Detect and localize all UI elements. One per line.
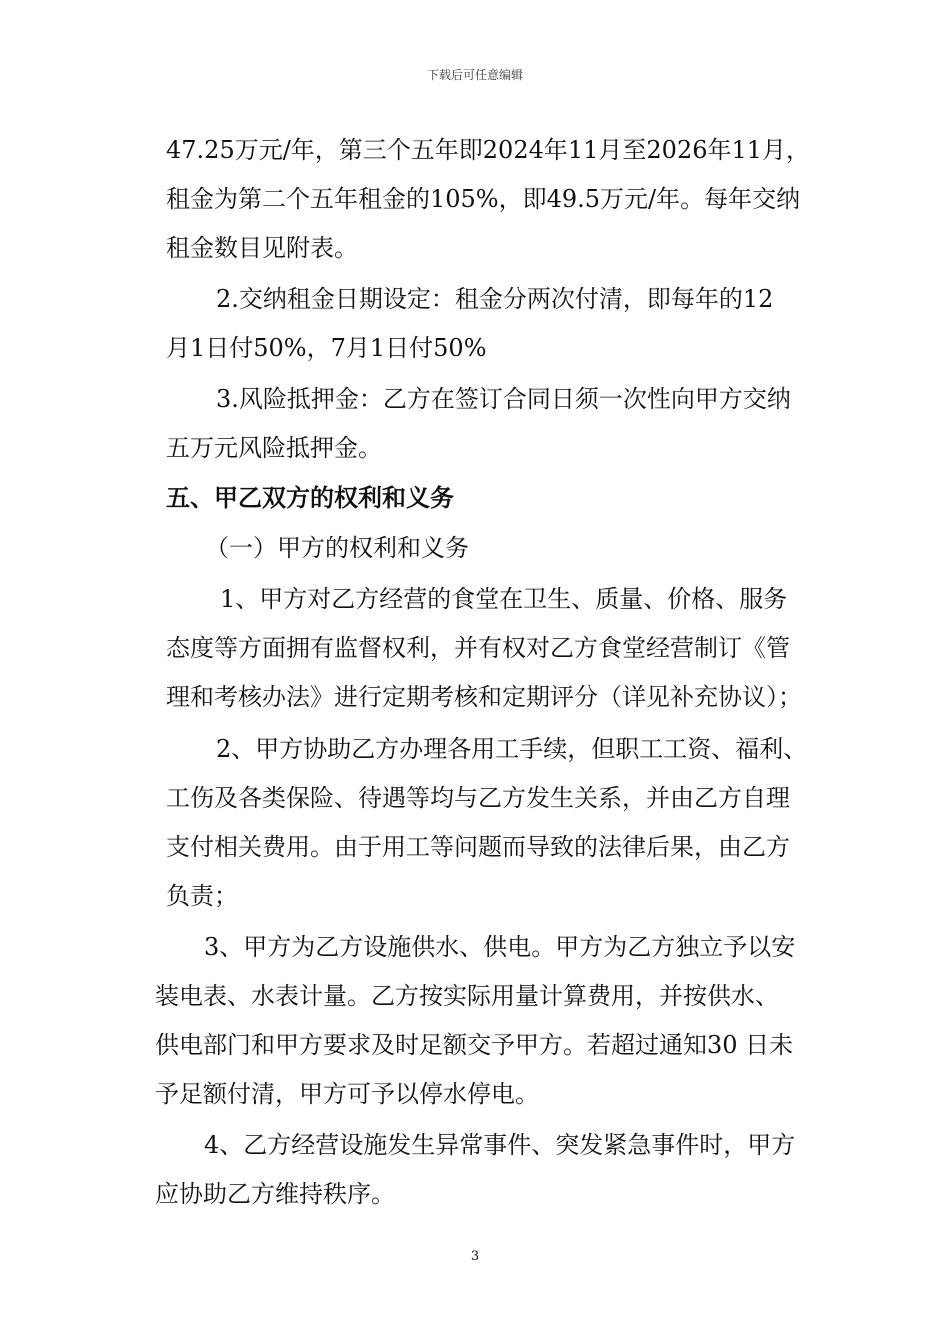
subheading: （一）甲方的权利和义务 xyxy=(205,534,469,562)
paragraph-line: 理和考核办法》进行定期考核和定期评分（详见补充协议）； xyxy=(166,683,802,711)
paragraph-line: 装电表、水表计量。乙方按实际用量计算费用，并按供水、 xyxy=(155,982,779,1010)
page-header: 下载后可任意编辑 xyxy=(426,68,523,82)
paragraph-line: 支付相关费用。由于用工等问题而导致的法律后果，由乙方 xyxy=(166,833,790,861)
paragraph-line: 47.25万元/年，第三个五年即2024年11月至2026年11月， xyxy=(166,136,811,164)
paragraph-line: 月1日付50%，7月1日付50% xyxy=(166,334,487,362)
paragraph-line: 2.交纳租金日期设定：租金分两次付清，即每年的12 xyxy=(216,285,774,313)
section-heading: 五、甲乙双方的权利和义务 xyxy=(166,483,454,512)
paragraph-line: 3、甲方为乙方设施供水、供电。甲方为乙方独立予以安 xyxy=(204,933,796,961)
paragraph-line: 1、甲方对乙方经营的食堂在卫生、质量、价格、服务 xyxy=(220,585,788,613)
paragraph-line: 态度等方面拥有监督权利，并有权对乙方食堂经营制订《管 xyxy=(166,634,790,662)
paragraph-line: 4、乙方经营设施发生异常事件、突发紧急事件时，甲方 xyxy=(204,1131,796,1159)
paragraph-line: 3.风险抵押金：乙方在签订合同日须一次性向甲方交纳 xyxy=(216,385,791,413)
page-number: 3 xyxy=(470,1249,480,1264)
paragraph-line: 工伤及各类保险、待遇等均与乙方发生关系，并由乙方自理 xyxy=(166,784,790,812)
paragraph-line: 负责； xyxy=(166,882,238,910)
paragraph-line: 供电部门和甲方要求及时足额交予甲方。若超过通知30 日未 xyxy=(155,1031,794,1059)
paragraph-line: 租金数目见附表。 xyxy=(166,234,358,262)
paragraph-line: 应协助乙方维持秩序。 xyxy=(155,1180,395,1208)
paragraph-line: 租金为第二个五年租金的105%，即49.5万元/年。每年交纳 xyxy=(166,185,801,213)
paragraph-line: 2、甲方协助乙方办理各用工手续，但职工工资、福利、 xyxy=(216,735,808,763)
paragraph-line: 五万元风险抵押金。 xyxy=(166,434,382,462)
paragraph-line: 予足额付清，甲方可予以停水停电。 xyxy=(155,1080,539,1108)
